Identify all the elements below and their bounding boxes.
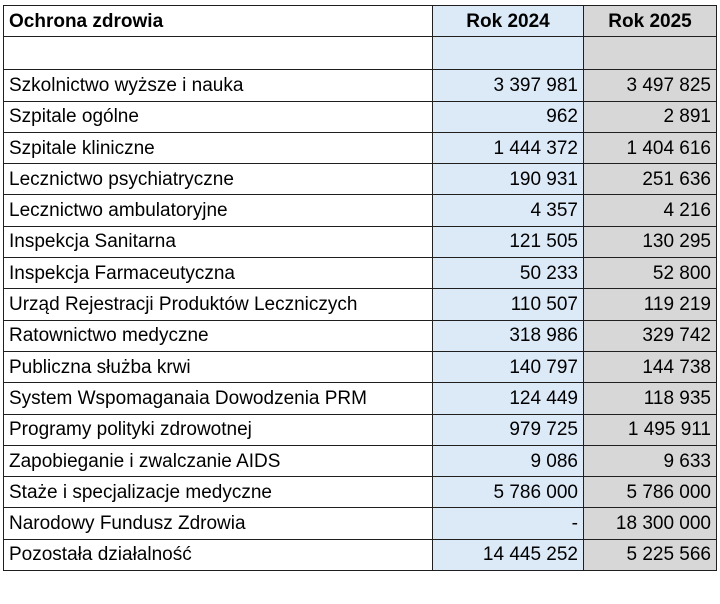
row-category: Publiczna służba krwi [4, 351, 433, 382]
row-value-2024: 124 449 [433, 383, 584, 414]
row-value-2024: 962 [433, 101, 584, 132]
header-row [4, 6, 717, 37]
header-year-2025: Rok 2025 [584, 6, 717, 37]
row-value-2025: 251 636 [584, 164, 717, 195]
row-category: System Wspomaganaia Dowodzenia PRM [4, 383, 433, 414]
row-value-2024: 5 786 000 [433, 477, 584, 508]
table-row [4, 70, 717, 101]
table-row [4, 320, 717, 351]
header-category: Ochrona zdrowia [4, 6, 433, 37]
row-value-2025: 119 219 [584, 289, 717, 320]
row-category: Staże i specjalizacje medyczne [4, 477, 433, 508]
empty-cell-2025 [584, 37, 717, 70]
row-category: Narodowy Fundusz Zdrowia [4, 508, 433, 539]
row-value-2024: 1 444 372 [433, 132, 584, 163]
row-value-2025: 4 216 [584, 195, 717, 226]
table-row [4, 351, 717, 382]
row-value-2025: 1 404 616 [584, 132, 717, 163]
row-value-2024: 318 986 [433, 320, 584, 351]
row-value-2025: 144 738 [584, 351, 717, 382]
table-row [4, 414, 717, 445]
table-row [4, 101, 717, 132]
row-value-2025: 5 225 566 [584, 539, 717, 570]
row-value-2025: 3 497 825 [584, 70, 717, 101]
row-category: Szpitale kliniczne [4, 132, 433, 163]
row-category: Programy polityki zdrowotnej [4, 414, 433, 445]
row-category: Lecznictwo ambulatoryjne [4, 195, 433, 226]
empty-row [4, 37, 717, 70]
row-value-2024: 190 931 [433, 164, 584, 195]
budget-table [3, 5, 717, 571]
table-row [4, 164, 717, 195]
row-value-2024: 14 445 252 [433, 539, 584, 570]
row-value-2025: 52 800 [584, 258, 717, 289]
row-category: Ratownictwo medyczne [4, 320, 433, 351]
row-value-2025: 1 495 911 [584, 414, 717, 445]
empty-cell-name [4, 37, 433, 70]
row-value-2024: - [433, 508, 584, 539]
row-category: Inspekcja Farmaceutyczna [4, 258, 433, 289]
row-value-2024: 4 357 [433, 195, 584, 226]
row-value-2025: 2 891 [584, 101, 717, 132]
row-value-2025: 130 295 [584, 226, 717, 257]
table-row [4, 289, 717, 320]
row-value-2024: 9 086 [433, 445, 584, 476]
table-row [4, 195, 717, 226]
empty-cell-2024 [433, 37, 584, 70]
row-value-2025: 329 742 [584, 320, 717, 351]
row-value-2024: 3 397 981 [433, 70, 584, 101]
row-value-2025: 9 633 [584, 445, 717, 476]
table-row [4, 132, 717, 163]
row-category: Zapobieganie i zwalczanie AIDS [4, 445, 433, 476]
row-value-2024: 979 725 [433, 414, 584, 445]
header-year-2024: Rok 2024 [433, 6, 584, 37]
row-value-2024: 140 797 [433, 351, 584, 382]
row-value-2025: 5 786 000 [584, 477, 717, 508]
row-value-2024: 50 233 [433, 258, 584, 289]
table-row [4, 477, 717, 508]
row-category: Urząd Rejestracji Produktów Leczniczych [4, 289, 433, 320]
row-category: Szkolnictwo wyższe i nauka [4, 70, 433, 101]
table-row [4, 383, 717, 414]
row-category: Pozostała działalność [4, 539, 433, 570]
row-value-2024: 110 507 [433, 289, 584, 320]
row-value-2025: 118 935 [584, 383, 717, 414]
row-value-2024: 121 505 [433, 226, 584, 257]
table-row [4, 539, 717, 570]
table-row [4, 258, 717, 289]
row-category: Inspekcja Sanitarna [4, 226, 433, 257]
table-row [4, 508, 717, 539]
table-row [4, 226, 717, 257]
row-value-2025: 18 300 000 [584, 508, 717, 539]
row-category: Szpitale ogólne [4, 101, 433, 132]
row-category: Lecznictwo psychiatryczne [4, 164, 433, 195]
table-row [4, 445, 717, 476]
